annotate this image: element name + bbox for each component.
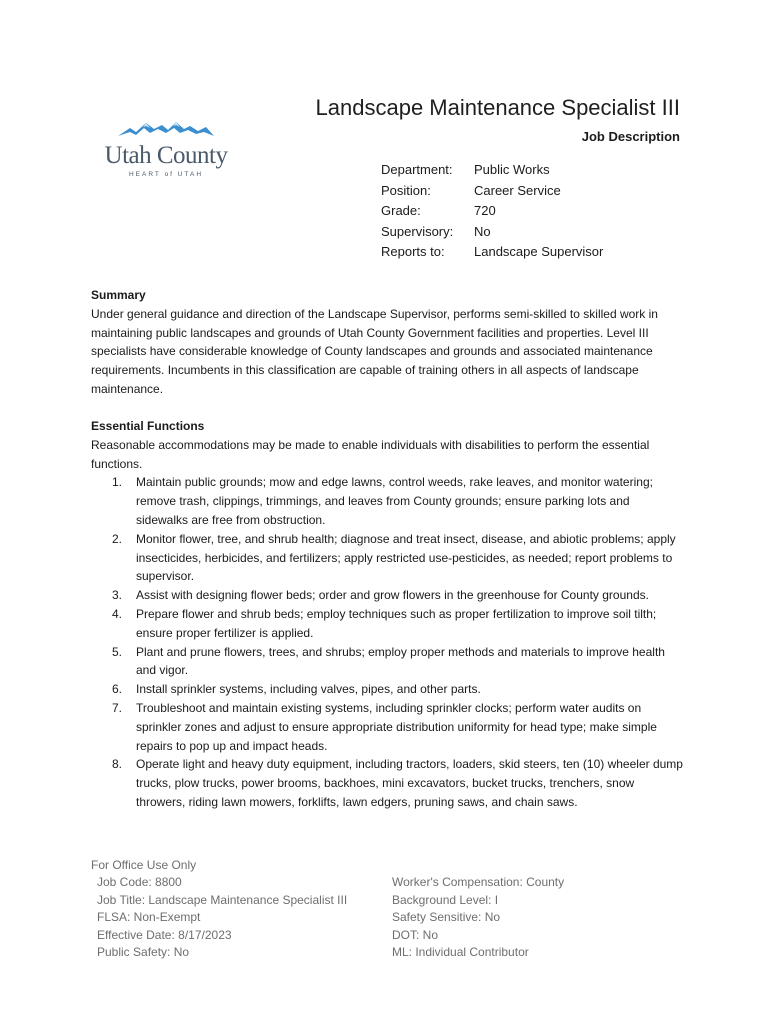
list-number: 1. [112, 475, 123, 490]
list-number: 5. [112, 644, 123, 659]
logo-tagline: HEART of UTAH [128, 171, 204, 178]
office-field: FLSA: Non-Exempt [97, 910, 201, 925]
list-number: 7. [112, 700, 123, 715]
list-number: 3. [112, 588, 123, 603]
list-text: Assist with designing flower beds; order and grow flowers in the greenhouse for County grounds. [136, 588, 649, 603]
list-item [112, 530, 683, 586]
info-row-supervisory [381, 224, 603, 245]
list-number: 4. [112, 606, 123, 621]
info-value: Career Service [474, 182, 561, 198]
list-text: Operate light and heavy duty equipment, including tractors, loaders, skid steers, ten (10) wheeler dump trucks, plow trucks, power brooms, backhoes, mini excavators, bucket trucks, trenchers, snow throwers, riding lawn mowers, forklifts, lawn edgers, pruning saws, and chain saws. [136, 757, 683, 809]
mountain-icon [118, 120, 214, 138]
essential-intro: Reasonable accommodations may be made to enable individuals with disabilities to perform the essential functions. [91, 437, 650, 471]
office-field: Safety Sensitive: No [392, 910, 501, 925]
list-text: Monitor flower, tree, and shrub health; diagnose and treat insect, disease, and abiotic problems; apply insecticides, herbicides, and fertilizers; apply restricted use-pesticides, as needed; report problems to supervisor. [136, 531, 676, 584]
list-text: Maintain public grounds; mow and edge lawns, control weeds, rake leaves, and monitor watering; remove trash, clippings, trimmings, and leaves from County grounds; ensure parking lots and sidewalks are free from obstruction. [136, 475, 653, 527]
utah-county-logo [100, 120, 232, 182]
office-field: Effective Date: 8/17/2023 [97, 927, 232, 942]
office-field: Public Safety: No [97, 945, 190, 960]
office-right-column [392, 874, 564, 961]
info-label: Department: [381, 162, 453, 177]
info-row-position [381, 183, 603, 204]
info-label: Supervisory: [381, 223, 454, 239]
office-field: Worker's Compensation: County [392, 875, 565, 890]
info-value: Public Works [474, 162, 550, 177]
info-row-grade [381, 203, 603, 224]
job-info-table [381, 162, 603, 265]
info-value: Landscape Supervisor [474, 244, 604, 259]
list-item [112, 680, 683, 699]
summary-text: Under general guidance and direction of the Landscape Supervisor, performs semi-skilled to skilled work in maintaining public landscapes and grounds of Utah County Government facilities and properties. Level III specialists have considerable knowledge of County landscapes and grounds and associated maintenance requirements. Incumbents in this classification are capable of training others in all aspects of landscape maintenance. [91, 306, 658, 396]
info-label: Reports to: [381, 244, 445, 259]
office-field: DOT: No [392, 927, 439, 942]
list-item [112, 699, 683, 755]
info-label: Position: [381, 182, 431, 198]
functions-list [91, 473, 683, 811]
office-field: Job Code: 8800 [97, 875, 182, 890]
list-number: 2. [112, 531, 123, 546]
essential-heading: Essential Functions [91, 419, 205, 433]
list-item [112, 586, 683, 605]
office-left-column [97, 874, 392, 961]
list-item [112, 605, 683, 643]
list-item [112, 755, 683, 811]
office-field: Background Level: I [392, 892, 499, 907]
list-text: Troubleshoot and maintain existing systems, including sprinkler clocks; perform water audits on sprinkler zones and adjust to ensure appropriate distribution uniformity for head type; make simple repairs to pop up and impact heads. [136, 700, 657, 753]
logo-wordmark: Utah County [104, 142, 228, 169]
office-use-footer [91, 857, 691, 961]
list-text: Prepare flower and shrub beds; employ techniques such as proper fertilization to improve soil tilth; ensure proper fertilizer is applied. [136, 606, 657, 640]
page-subtitle: Job Description [581, 129, 680, 144]
office-columns [91, 874, 691, 961]
list-text: Plant and prune flowers, trees, and shrubs; employ proper methods and materials to improve health and vigor. [136, 644, 665, 678]
office-field: ML: Individual Contributor [392, 945, 529, 960]
info-label: Grade: [381, 203, 421, 218]
info-value: No [474, 223, 491, 239]
list-item [112, 643, 683, 681]
page-title: Landscape Maintenance Specialist III [315, 95, 680, 120]
list-item [112, 473, 683, 529]
list-number: 8. [112, 757, 123, 772]
office-field: Job Title: Landscape Maintenance Specialist III [97, 892, 348, 907]
list-text: Install sprinkler systems, including valves, pipes, and other parts. [136, 682, 481, 697]
info-row-reports-to [381, 244, 603, 265]
summary-section [91, 286, 683, 399]
summary-heading: Summary [91, 288, 146, 302]
office-title: For Office Use Only [91, 858, 197, 872]
info-value: 720 [474, 203, 496, 218]
info-row-department [381, 162, 603, 183]
list-number: 6. [112, 682, 123, 697]
essential-functions-section [91, 417, 683, 812]
